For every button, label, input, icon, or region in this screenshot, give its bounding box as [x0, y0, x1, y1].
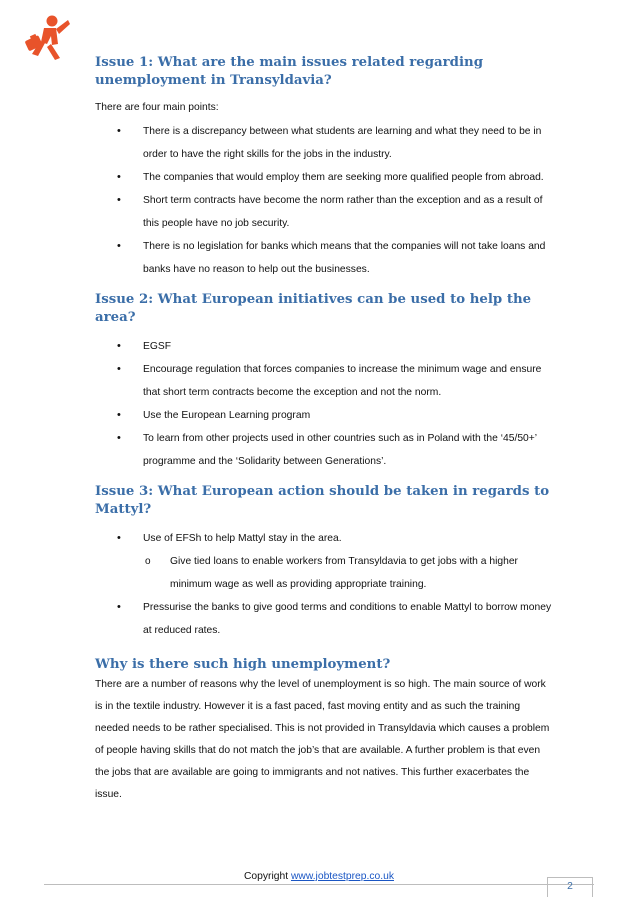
unemployment-heading: Why is there such high unemployment?	[95, 657, 391, 672]
issue-3-heading: Issue 3: What European action should be taken in regards to Mattyl?	[95, 484, 550, 517]
document-body	[95, 54, 555, 806]
page-number: 2	[547, 877, 593, 897]
list-item: • Use of EFSh to help Mattyl stay in the area.	[115, 527, 555, 550]
issue-2-heading: Issue 2: What European initiatives can be used to help the area?	[95, 292, 532, 325]
list-item: • EGSF	[115, 335, 555, 358]
list-item: • To learn from other projects used in other countries such as in Poland with the ‘45/50+’ programme and the ‘Solidarity between Generations’.	[115, 427, 555, 473]
issue-1-intro: There are four main points:	[95, 102, 219, 113]
copyright-label: Copyright	[244, 871, 289, 882]
website-link[interactable]: www.jobtestprep.co.uk	[290, 871, 394, 882]
list-item: • There is no legislation for banks which means that the companies will not take loans and banks have no reason to help out the businesses.	[115, 235, 555, 281]
issue-1-heading: Issue 1: What are the main issues related regarding unemployment in Transyldavia?	[95, 55, 483, 88]
running-businessman-icon	[22, 14, 74, 62]
list-item: • Encourage regulation that forces companies to increase the minimum wage and ensure that short term contracts become the exception and not the norm.	[115, 358, 555, 404]
issue-1-list	[95, 120, 555, 281]
list-item: • Pressurise the banks to give good terms and conditions to enable Mattyl to borrow money at reduced rates.	[115, 596, 555, 642]
issue-3-list	[95, 527, 555, 642]
footer-divider	[44, 884, 594, 885]
list-item: • There is a discrepancy between what students are learning and what they need to be in order to have the right skills for the jobs in the industry.	[115, 120, 555, 166]
sub-list-item: o Give tied loans to enable workers from Transyldavia to get jobs with a higher minimum wage as well as providing appropriate training.	[143, 550, 555, 596]
footer	[0, 871, 638, 882]
list-item: • Use the European Learning program	[115, 404, 555, 427]
list-item: • Short term contracts have become the norm rather than the exception and as a result of this people have no job security.	[115, 189, 555, 235]
unemployment-paragraph: There are a number of reasons why the level of unemployment is so high. The main source of work is in the textile industry. However it is a fast paced, fast moving entity and as such the training needed needs to be rather specialised. This is not provided in Transyldavia which causes a problem of people having skills that do not match the job’s that are available. A further problem is that even the jobs that are available are going to immigrants and not natives. This further exacerbates the issue.	[95, 679, 550, 800]
list-item: • The companies that would employ them are seeking more qualified people from abroad.	[115, 166, 555, 189]
issue-2-list	[95, 335, 555, 473]
